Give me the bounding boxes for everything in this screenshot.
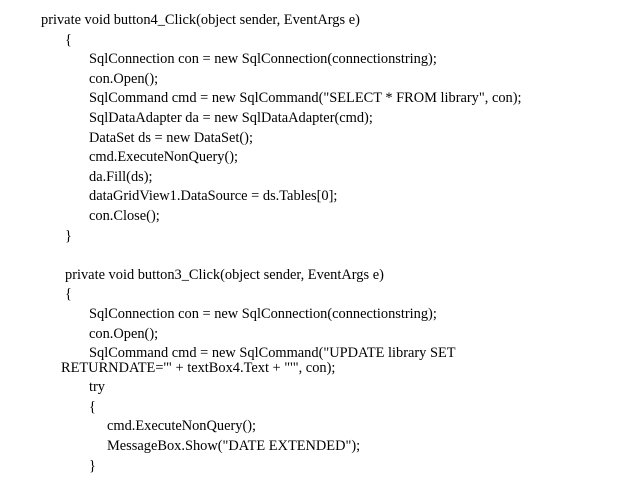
code-line: MessageBox.Show("DATE EXTENDED"); [107,438,361,455]
code-line: da.Fill(ds); [89,168,153,185]
code-line: SqlDataAdapter da = new SqlDataAdapter(cmd); [89,109,373,126]
method1-close-brace: } [65,227,72,244]
code-line: con.Open(); [89,325,159,342]
code-line: SqlConnection con = new SqlConnection(connectionstring); [89,51,437,68]
code-continuation-line: RETURNDATE='" + textBox4.Text + "'", con); [61,359,336,376]
try-close-brace: } [89,457,96,474]
code-line: SqlCommand cmd = new SqlCommand("UPDATE library SET [89,345,456,362]
method2-signature: private void button3_Click(object sender, EventArgs e) [65,266,384,283]
code-line: con.Close(); [89,207,160,224]
method2-open-brace: { [65,286,72,303]
method1-signature: private void button4_Click(object sender, EventArgs e) [41,12,360,28]
try-open-brace: { [89,398,96,415]
blank-line [0,246,638,266]
code-line: cmd.ExecuteNonQuery(); [89,149,239,166]
code-line: con.Open(); [89,70,159,87]
code-line: dataGridView1.DataSource = ds.Tables[0]; [89,188,338,205]
code-line: SqlCommand cmd = new SqlCommand("SELECT * FROM library", con); [89,90,522,107]
code-line: DataSet ds = new DataSet(); [89,129,253,146]
code-line: cmd.ExecuteNonQuery(); [107,418,257,435]
code-line: SqlConnection con = new SqlConnection(connectionstring); [89,305,437,322]
try-keyword: try [89,379,105,396]
method1-open-brace: { [65,31,72,48]
code-listing [0,11,638,476]
